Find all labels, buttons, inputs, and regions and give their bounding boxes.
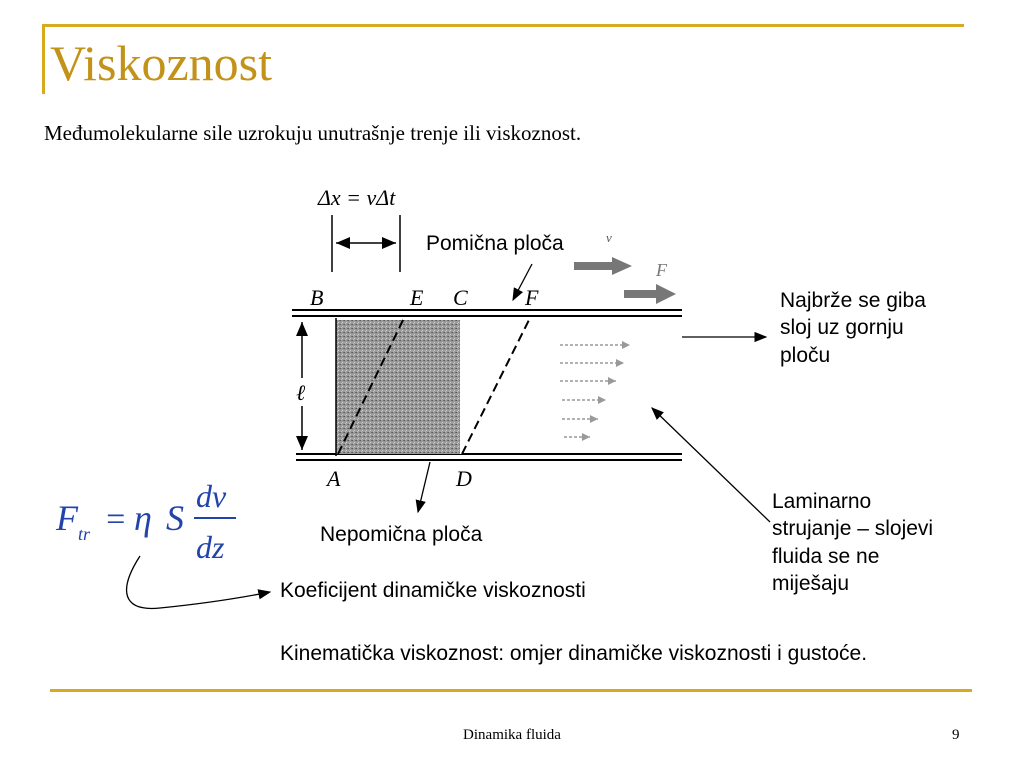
profile-head-5 — [590, 415, 598, 423]
formula-eta: η — [134, 498, 152, 538]
dynamic-viscosity-label: Koeficijent dinamičke viskoznosti — [280, 579, 586, 602]
laminar-line-1: Laminarno — [772, 490, 872, 513]
fastest-layer-line-2: sloj uz gornju — [780, 316, 904, 340]
laminar-line-2: strujanje – slojevi — [772, 517, 934, 541]
laminar-pointer — [652, 408, 770, 522]
point-c: C — [453, 285, 468, 310]
viscosity-formula — [55, 478, 236, 565]
profile-head-3 — [608, 377, 616, 385]
point-b: B — [310, 285, 324, 310]
profile-head-4 — [598, 396, 606, 404]
fastest-layer-label — [780, 287, 926, 369]
fluid-block — [336, 320, 460, 454]
point-a: A — [327, 466, 341, 491]
bottom-rule — [50, 689, 972, 692]
fastest-layer-line-3: ploču — [780, 343, 831, 367]
slide-title: Viskoznost — [50, 35, 272, 91]
force-arrow — [624, 284, 676, 304]
footer-title: Dinamika fluida — [463, 727, 561, 743]
laminar-line-4: miješaju — [772, 571, 850, 595]
length-symbol: ℓ — [296, 380, 306, 405]
point-f: F — [525, 285, 539, 310]
point-d: D — [456, 466, 472, 491]
laminar-label — [772, 488, 933, 597]
profile-head-6 — [582, 433, 590, 441]
v-symbol: v — [606, 230, 612, 245]
velocity-profile — [560, 345, 630, 437]
f-symbol: F — [656, 260, 667, 280]
formula-s: S — [166, 498, 184, 538]
length-arrow-bottom — [296, 436, 308, 450]
fastest-layer-line-1: Najbrže se giba — [780, 289, 926, 312]
formula-f: F — [56, 498, 78, 538]
kinematic-viscosity-label: Kinematička viskoznost: omjer dinamičke viskoznosti i gustoće. — [280, 642, 868, 665]
profile-head-2 — [616, 359, 624, 367]
delta-x-equation: Δx = vΔt — [318, 185, 396, 210]
moving-plate-label: Pomična ploča — [426, 232, 564, 255]
formula-subscript: tr — [78, 524, 91, 544]
fixed-plate-label: Nepomična ploča — [320, 523, 483, 546]
delta-arrow-left — [336, 237, 350, 249]
fixed-plate-pointer — [418, 462, 430, 512]
profile-head-1 — [622, 341, 630, 349]
velocity-arrow — [574, 257, 632, 275]
length-arrow-top — [296, 322, 308, 336]
formula-numerator: dv — [196, 478, 227, 514]
sheared-edge-df — [462, 318, 530, 454]
page-number: 9 — [952, 727, 960, 743]
formula-denominator: dz — [196, 529, 225, 565]
laminar-line-3: fluida se ne — [772, 544, 880, 568]
slide-subtitle: Međumolekularne sile uzrokuju unutrašnje trenje ili viskoznost. — [44, 121, 582, 145]
point-e: E — [410, 285, 424, 310]
delta-arrow-right — [382, 237, 396, 249]
formula-equals: = — [104, 501, 127, 538]
